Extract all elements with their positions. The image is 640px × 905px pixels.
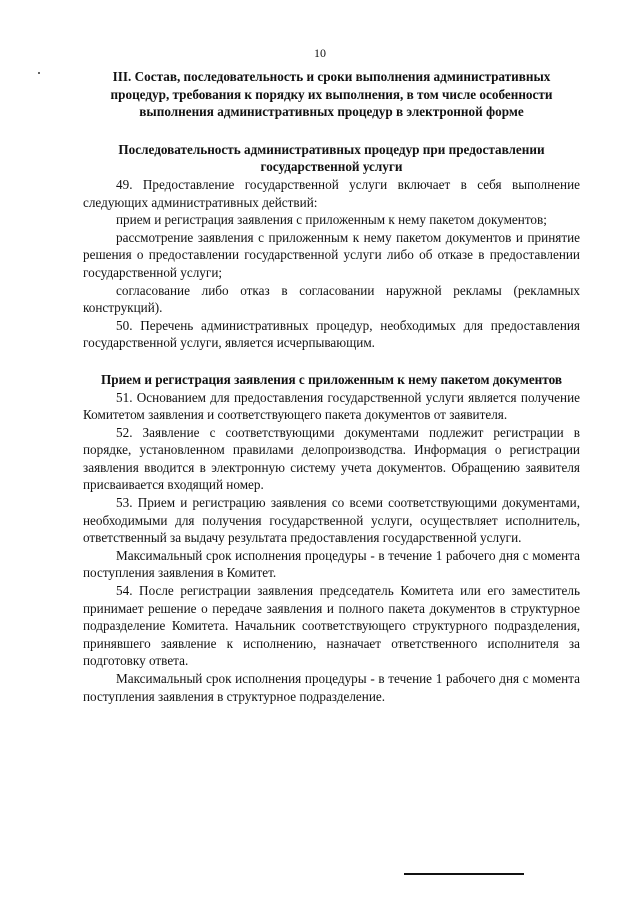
document-body [83,68,580,705]
scan-speck [38,72,40,74]
section-title: III. Состав, последовательность и сроки выполнения административных процедур, требования к порядку их выполнения, в том числе особенности выполнения административных процедур в электронной форме [110,69,553,120]
paragraph-52: 52. Заявление с соответствующими документами подлежит регистрации в порядке, установленном правилами делопроизводства. Информация о регистрации заявления вводится в электронную систему учета документов. Обращению заявителя присваивается входящий номер. [83,424,580,493]
list-item-approval: согласование либо отказ в согласовании наружной рекламы (рекламных конструкций). [83,282,580,316]
paragraph-51: 51. Основанием для предоставления государственной услуги является получение Комитетом заявления и соответствующего пакета документов от заявителя. [83,389,580,423]
paragraph-54: 54. После регистрации заявления председатель Комитета или его заместитель принимает решение о передаче заявления и полного пакета документов в структурное подразделение Комитета. Начальник соответствующего структурного подразделения, принявшего заявление к исполнению, назначает ответственного исполнителя за подготовку ответа. [83,583,580,669]
page-number: 10 [314,46,326,60]
paragraph-53: 53. Прием и регистрацию заявления со всеми соответствующими документами, необходимыми для получения государственной услуги, осуществляет исполнитель, ответственный за выдачу результата предоставления государственной услуги. [83,495,580,546]
list-item-review: рассмотрение заявления с приложенным к нему пакетом документов и принятие решения о предоставлении государственной услуги либо об отказе в предоставлении государственной услуги; [83,229,580,280]
footer-rule [404,873,524,875]
paragraph-54-term: Максимальный срок исполнения процедуры - в течение 1 рабочего дня с момента поступления заявления в структурное подразделение. [83,671,580,704]
subheading-sequence: Последовательность административных процедур при предоставлении государственной услуги [118,141,545,175]
paragraph-53-term: Максимальный срок исполнения процедуры - в течение 1 рабочего дня с момента поступления заявления в Комитет. [83,547,580,581]
subheading-reception: Прием и регистрация заявления с приложенным к нему пакетом документов [101,371,562,387]
paragraph-49: 49. Предоставление государственной услуги включает в себя выполнение следующих административных действий: [83,176,580,210]
paragraph-50: 50. Перечень административных процедур, необходимых для предоставления государственной услуги, является исчерпывающим. [83,317,580,351]
list-item-reception: прием и регистрация заявления с приложенным к нему пакетом документов; [116,212,547,228]
